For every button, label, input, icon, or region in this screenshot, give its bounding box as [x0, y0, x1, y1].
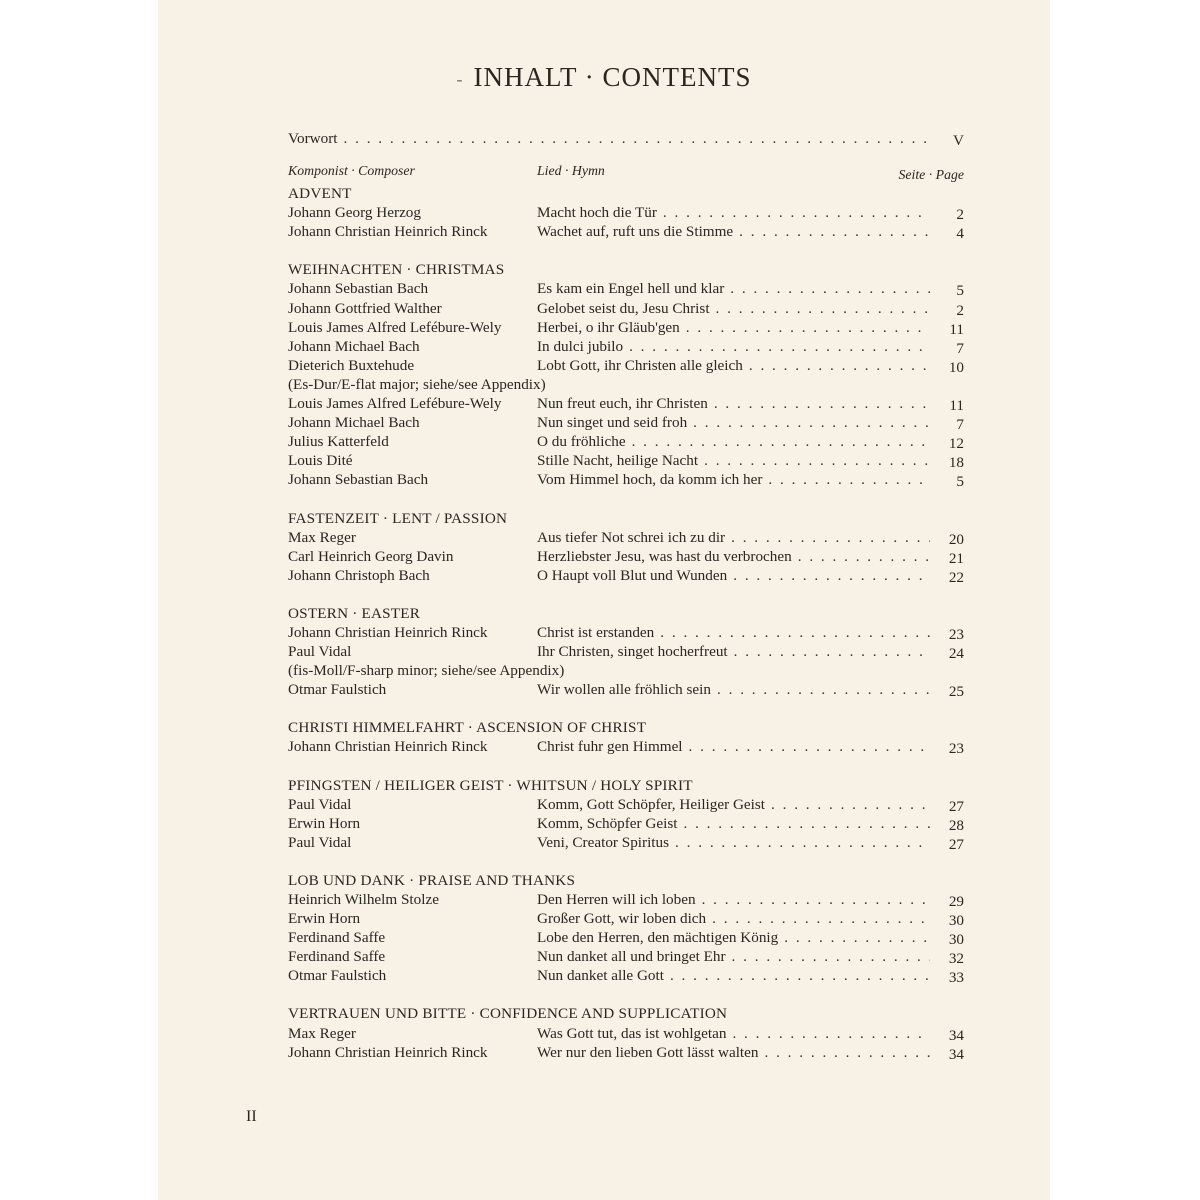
page-number: 32: [948, 950, 964, 968]
dot-leader: [731, 529, 930, 547]
toc-entry: [288, 1025, 964, 1044]
page-title: [158, 62, 1050, 93]
section-title: ADVENT: [288, 185, 352, 203]
dot-leader: [683, 815, 930, 833]
composer-name: Johann Michael Bach: [288, 414, 420, 432]
toc-section: [288, 777, 964, 853]
composer-name: Johann Gottfried Walther: [288, 299, 442, 317]
hymn-title: Was Gott tut, das ist wohlgetan: [537, 1024, 727, 1042]
hymn-leader: [537, 834, 930, 852]
hymn-leader: [537, 738, 930, 756]
composer-name: Johann Sebastian Bach: [288, 280, 429, 298]
composer-name: Paul Vidal: [288, 643, 352, 661]
hymn-title: Wer nur den lieben Gott lässt walten: [537, 1043, 759, 1061]
hymn-leader: [537, 204, 930, 222]
toc-section: [288, 261, 964, 490]
page-number: 23: [948, 625, 964, 643]
composer-name: Dieterich Buxtehude: [288, 356, 415, 374]
key-note: (Es-Dur/E-flat major; siehe/see Appendix): [288, 375, 546, 393]
hymn-title: Den Herren will ich loben: [537, 891, 696, 908]
dot-leader: [716, 300, 930, 318]
column-headers: [288, 163, 964, 185]
composer-name: Louis James Alfred Lefébure-Wely: [288, 395, 502, 413]
hymn-leader: [537, 338, 930, 356]
page-number: 7: [956, 339, 964, 357]
hymn-title: Lobt Gott, ihr Christen alle gleich: [537, 356, 743, 374]
composer-name: Otmar Faulstich: [288, 681, 387, 699]
dot-leader: [784, 929, 930, 947]
preface-label: Vorwort: [288, 130, 338, 147]
dot-leader: [675, 834, 930, 852]
page-number: 4: [956, 225, 964, 243]
toc-entry: [288, 529, 964, 548]
page-number: 11: [949, 397, 964, 415]
hymn-title: Wachet auf, ruft uns die Stimme: [537, 223, 734, 241]
hymn-title: Gelobet seist du, Jesu Christ: [537, 299, 710, 317]
composer-name: Johann Georg Herzog: [288, 204, 421, 222]
toc-entry: [288, 280, 964, 299]
dot-leader: [771, 796, 930, 814]
hymn-leader: [537, 567, 930, 585]
composer-name: Johann Sebastian Bach: [288, 471, 429, 489]
dot-leader: [749, 357, 930, 375]
toc-entry: [288, 1044, 964, 1063]
page-number: 30: [948, 912, 964, 930]
toc-entry: [288, 624, 964, 643]
toc-entry: [288, 834, 964, 853]
dot-leader: [632, 433, 930, 451]
toc-section: [288, 1005, 964, 1062]
toc-entry: [288, 681, 964, 700]
page-number: 2: [956, 301, 964, 319]
page-number: 20: [948, 530, 964, 548]
dot-leader: [670, 967, 930, 985]
page-number: 25: [948, 683, 964, 701]
page-number: 34: [948, 1026, 964, 1044]
hymn-title: Herbei, o ihr Gläub'gen: [537, 318, 680, 336]
hymn-leader: [537, 796, 930, 814]
composer-name: Julius Katterfeld: [288, 433, 389, 451]
title-text: INHALT · CONTENTS: [473, 62, 752, 92]
hymn-title: Komm, Gott Schöpfer, Heiliger Geist: [537, 795, 766, 813]
section-title: CHRISTI HIMMELFAHRT · ASCENSION OF CHRIST: [288, 719, 647, 737]
toc-entry: [288, 910, 964, 929]
composer-name: Ferdinand Saffe: [288, 948, 386, 966]
composer-name: Paul Vidal: [288, 833, 352, 851]
dot-leader: [734, 643, 930, 661]
sections-list: [288, 185, 964, 1063]
dot-leader: [693, 414, 930, 432]
hymn-title: Großer Gott, wir loben dich: [537, 910, 707, 928]
hymn-leader: [537, 452, 930, 470]
hymn-leader: [537, 891, 930, 909]
page-number: 11: [949, 320, 964, 338]
hymn-title: Es kam ein Engel hell und klar: [537, 280, 725, 298]
page-number: 10: [948, 358, 964, 376]
hymn-title: O du fröhliche: [537, 433, 626, 451]
toc-entry: [288, 796, 964, 815]
section-title: FASTENZEIT · LENT / PASSION: [288, 509, 508, 527]
composer-name: Louis Dité: [288, 452, 353, 470]
hymn-leader: [537, 433, 930, 451]
page-number: 7: [956, 416, 964, 434]
hymn-title: Christ ist erstanden: [537, 623, 655, 641]
dot-leader: [730, 280, 930, 298]
page-number: 5: [956, 473, 964, 491]
toc-entry: [288, 319, 964, 338]
dot-leader: [629, 338, 930, 356]
key-note: (fis-Moll/F-sharp minor; siehe/see Appendix): [288, 662, 565, 680]
hymn-title: Macht hoch die Tür: [537, 204, 657, 222]
toc-entry: [288, 929, 964, 948]
toc-entry: [288, 815, 964, 834]
composer-name: Louis James Alfred Lefébure-Wely: [288, 318, 502, 336]
composer-name: Heinrich Wilhelm Stolze: [288, 891, 439, 908]
composer-name: Johann Christian Heinrich Rinck: [288, 223, 488, 241]
toc-entry: [288, 452, 964, 471]
hymn-leader: [537, 681, 930, 699]
section-title: WEIHNACHTEN · CHRISTMAS: [288, 261, 505, 279]
toc-section: [288, 872, 964, 987]
toc-entry: [288, 567, 964, 586]
page-column-header: Seite · Page: [898, 167, 964, 183]
page-number: 22: [948, 568, 964, 586]
hymn-leader: [537, 319, 930, 337]
section-title: LOB UND DANK · PRAISE AND THANKS: [288, 871, 576, 889]
toc-entry: [288, 300, 964, 319]
page-number: 21: [948, 549, 964, 567]
dot-leader: [732, 948, 930, 966]
page-number: 34: [948, 1045, 964, 1063]
hymn-leader: [537, 280, 930, 298]
page-number: 27: [948, 797, 964, 815]
hymn-title: O Haupt voll Blut und Wunden: [537, 566, 728, 584]
toc-section: [288, 185, 964, 242]
toc-entry: [288, 471, 964, 490]
hymn-title: Wir wollen alle fröhlich sein: [537, 681, 711, 699]
hymn-title: Herzliebster Jesu, was hast du verbrochen: [537, 547, 792, 565]
page-number: 30: [948, 931, 964, 949]
hymn-title: Ihr Christen, singet hocherfreut: [537, 643, 728, 661]
dot-leader: [717, 681, 930, 699]
dot-leader: [712, 910, 930, 928]
page-number: 2: [956, 206, 964, 224]
preface-row: [288, 130, 964, 149]
hymn-leader: [537, 1025, 930, 1043]
toc-section: [288, 510, 964, 586]
toc-entry: [288, 433, 964, 452]
hymn-leader: [537, 529, 930, 547]
table-of-contents: [288, 130, 964, 1063]
dot-leader: [714, 395, 930, 413]
dot-leader: [768, 471, 930, 489]
toc-entry: [288, 395, 964, 414]
hymn-leader: [537, 300, 930, 318]
dot-leader: [798, 548, 930, 566]
toc-entry: [288, 357, 964, 376]
hymn-title: Christ fuhr gen Himmel: [537, 738, 683, 756]
book-page: [158, 0, 1050, 1200]
composer-name: Carl Heinrich Georg Davin: [288, 547, 454, 565]
hymn-leader: [537, 1044, 930, 1062]
preface-page: V: [953, 132, 964, 149]
dot-leader: [733, 567, 930, 585]
hymn-title: Nun singet und seid froh: [537, 414, 688, 432]
composer-name: Erwin Horn: [288, 814, 361, 832]
page-number: 12: [948, 435, 964, 453]
hymn-leader: [537, 548, 930, 566]
hymn-leader: [537, 815, 930, 833]
hymn-leader: [537, 967, 930, 985]
dot-leader: [704, 452, 930, 470]
hymn-leader: [537, 471, 930, 489]
dot-leader: [702, 891, 930, 909]
composer-name: Max Reger: [288, 528, 356, 546]
page-number: 28: [948, 816, 964, 834]
preface-leader: [288, 130, 930, 148]
toc-entry: [288, 223, 964, 242]
dot-leader: [344, 130, 931, 148]
toc-entry: [288, 948, 964, 967]
composer-name: Max Reger: [288, 1024, 356, 1042]
composer-name: Ferdinand Saffe: [288, 929, 386, 947]
hymn-title: Nun danket alle Gott: [537, 967, 664, 985]
toc-entry: [288, 643, 964, 662]
dot-leader: [739, 223, 930, 241]
toc-entry: [288, 204, 964, 223]
toc-entry: [288, 967, 964, 986]
composer-column-header: Komponist · Composer: [288, 163, 415, 179]
hymn-leader: [537, 929, 930, 947]
hymn-leader: [537, 223, 930, 241]
hymn-title: In dulci jubilo: [537, 337, 624, 355]
dot-leader: [764, 1044, 930, 1062]
page-number: 33: [948, 969, 964, 987]
section-title: VERTRAUEN UND BITTE · CONFIDENCE AND SUPPLICATION: [288, 1005, 728, 1023]
composer-name: Johann Christian Heinrich Rinck: [288, 623, 488, 641]
hymn-title: Stille Nacht, heilige Nacht: [537, 452, 699, 470]
page-number: 27: [948, 835, 964, 853]
hymn-leader: [537, 624, 930, 642]
hymn-title: Vom Himmel hoch, da komm ich her: [537, 471, 763, 489]
toc-section: [288, 719, 964, 757]
toc-entry: [288, 414, 964, 433]
page-number: 5: [956, 282, 964, 300]
dot-leader: [686, 319, 930, 337]
hymn-leader: [537, 395, 930, 413]
hymn-title: Aus tiefer Not schrei ich zu dir: [537, 528, 726, 546]
dot-leader: [660, 624, 930, 642]
hymn-leader: [537, 643, 930, 661]
toc-section: [288, 605, 964, 700]
hymn-title: Komm, Schöpfer Geist: [537, 814, 678, 832]
composer-name: Paul Vidal: [288, 795, 352, 813]
page-number: 24: [948, 645, 964, 663]
page-number: 23: [948, 740, 964, 758]
composer-name: Otmar Faulstich: [288, 967, 387, 985]
page-number: 18: [948, 454, 964, 472]
composer-name: Erwin Horn: [288, 910, 361, 928]
composer-name: Johann Christian Heinrich Rinck: [288, 1043, 488, 1061]
hymn-title: Nun danket all und bringet Ehr: [537, 948, 726, 966]
toc-entry: [288, 738, 964, 757]
hymn-leader: [537, 948, 930, 966]
title-dash: -: [456, 69, 464, 90]
section-title: OSTERN · EASTER: [288, 604, 421, 622]
composer-name: Johann Michael Bach: [288, 337, 420, 355]
toc-entry: [288, 338, 964, 357]
page-number: 29: [948, 893, 964, 910]
hymn-column-header: Lied · Hymn: [537, 163, 605, 179]
hymn-leader: [537, 910, 930, 928]
dot-leader: [663, 204, 930, 222]
dot-leader: [689, 738, 930, 756]
toc-entry: [288, 891, 964, 910]
composer-name: Johann Christoph Bach: [288, 566, 430, 584]
hymn-title: Veni, Creator Spiritus: [537, 833, 670, 851]
hymn-leader: [537, 414, 930, 432]
folio-number: II: [246, 1108, 257, 1125]
toc-entry: [288, 548, 964, 567]
hymn-leader: [537, 357, 930, 375]
section-title: PFINGSTEN / HEILIGER GEIST · WHITSUN / HOLY SPIRIT: [288, 776, 693, 794]
hymn-title: Lobe den Herren, den mächtigen König: [537, 929, 779, 947]
dot-leader: [732, 1025, 930, 1043]
hymn-title: Nun freut euch, ihr Christen: [537, 395, 708, 413]
composer-name: Johann Christian Heinrich Rinck: [288, 738, 488, 756]
